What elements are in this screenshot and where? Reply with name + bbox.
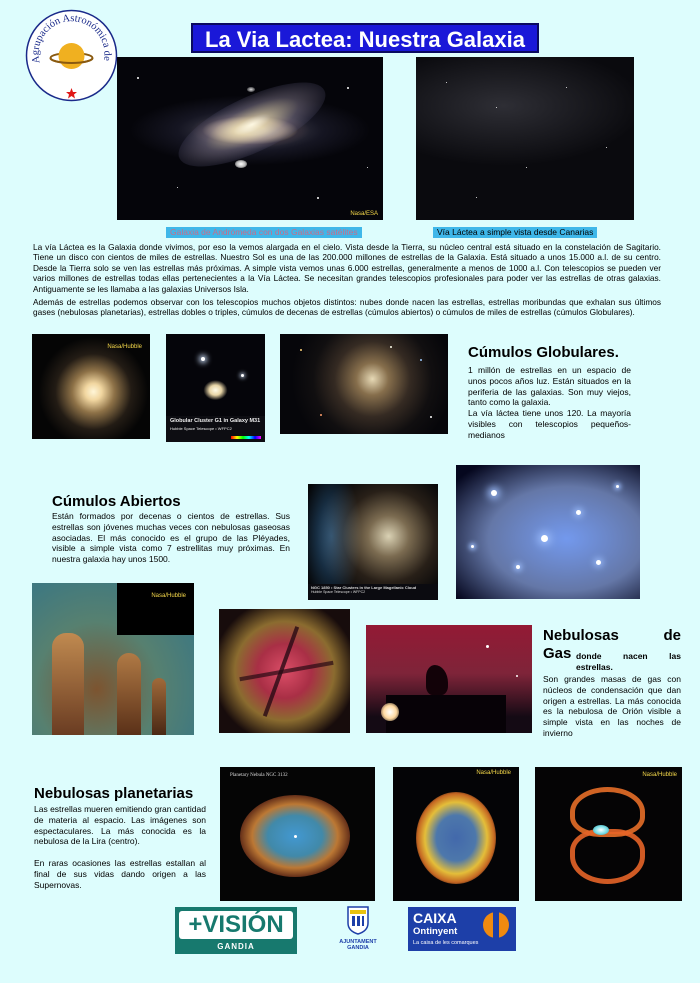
pleiades-photo	[456, 465, 640, 599]
globular-cluster-photo-2	[166, 334, 265, 442]
ngc1850-caption: NGC 1850 • Star Clusters in the Large Magellanic Cloud	[311, 585, 417, 590]
gas-heading-line2: Gas	[543, 645, 572, 662]
open-clusters-text: Están formados por decenas o cientos de estrellas. Sus estrellas son jóvenes muchas veces con nebulosas gaseosas asociadas. El más conocido es el grupo de las Pléyades, visible a simple vista como 7 estrellitas muy próximas. En nuestra galaxia hay unos 1500.	[52, 511, 290, 565]
vision-main-text: +VISIÓN	[188, 911, 284, 938]
globular-cluster-photo-1	[32, 334, 150, 439]
ring-nebula-photo	[393, 767, 519, 901]
globular-photo-subcaption: Hubble Space Telescope • WFPC2	[170, 426, 232, 431]
planetary-text-1: Las estrellas mueren emitiendo gran cantidad de materia al espacio. Las imágenes son espectaculares. La más conocida es la nebulosa de la Lira (centro).	[34, 804, 206, 847]
vision-gandia-logo	[175, 907, 297, 954]
ajuntament-line2: GANDIA	[347, 945, 369, 951]
planetary-heading: Nebulosas planetarias	[34, 785, 194, 802]
logo-text: Agrupación Astronómica de	[30, 13, 113, 65]
planetary-text-2: En raras ocasiones las estrellas estallan al final de sus vidas dando origen a las Supernovas.	[34, 858, 206, 890]
open-clusters-heading: Cúmulos Abiertos	[52, 493, 181, 510]
intro-paragraph-1: La vía Láctea es la Galaxia donde vivimos, por eso la vemos alargada en el cielo. Vista desde la Tierra, su núcleo central está situado en la constelación de Sagitario. Tiene un disco con cientos de miles de estrellas. Nuestro Sol es una de las 200.000 millones de estrellas de la Galaxia. Está situado a unos 15.000 a.l. de su centro. Desde la Tierra solo se ven las estrellas más próximas. A simple vista vemos unas 6.000 estrellas, generalmente a menos de 1000 a.l. Con telescopios se pueden ver varios millones de estrellas todas ellas pertenecientes a la Vía Láctea. Se necesitan grandes telescopios profesionales para poder ver las estrellas de otras galaxias. Antiguamente se les llamaba a las galaxias Universos Isla.	[33, 242, 661, 294]
ajuntament-gandia-logo	[334, 905, 382, 959]
trifid-nebula-photo	[219, 609, 350, 733]
association-logo	[24, 8, 119, 103]
open-cluster-ngc1850-photo	[308, 484, 438, 600]
globular-heading: Cúmulos Globulares.	[468, 344, 619, 361]
globular-photo-caption: Globular Cluster G1 in Galaxy M31	[170, 418, 261, 424]
ngc3132-caption: Planetary Nebula NGC 3132	[230, 773, 288, 778]
andromeda-credit: Nasa/ESA	[350, 211, 378, 217]
vision-sub-text: GANDIA	[217, 942, 255, 951]
ajuntament-line1: AJUNTAMENT	[339, 939, 377, 945]
caixa-line3: La caixa de les comarques	[413, 940, 479, 946]
ring-credit: Nasa/Hubble	[476, 770, 511, 776]
caixa-ontinyent-logo	[408, 907, 516, 951]
andromeda-photo	[117, 57, 383, 220]
milky-way-caption: Vía Láctea a simple vista desde Canarias	[433, 227, 597, 238]
globular-cluster-photo-3	[280, 334, 448, 434]
hourglass-nebula-photo	[535, 767, 682, 901]
logo-graphic	[24, 8, 119, 103]
ngc1850-subcaption: Hubble Space Telescope • WFPC2	[311, 590, 366, 594]
eagle-nebula-photo	[32, 583, 194, 735]
andromeda-caption: Galaxia de Andrómeda con dos Galaxias satélites	[166, 227, 362, 238]
caixa-symbol-icon	[480, 910, 512, 942]
caixa-line2: Ontinyent	[413, 926, 458, 937]
globular-credit: Nasa/Hubble	[107, 344, 142, 350]
globular-text-1: 1 millón de estrellas en un espacio de unos pocos años luz. Están situados en la periferia de las galaxias. Son muy viejos, tanto como la galaxia.	[468, 365, 631, 408]
horsehead-nebula-photo	[366, 625, 532, 733]
page-title: La Via Lactea: Nuestra Galaxia	[191, 23, 539, 53]
gas-heading-right: de	[663, 627, 681, 644]
milky-way-photo	[416, 57, 634, 220]
caixa-line1: CAIXA	[413, 910, 457, 926]
globular-text-2: La vía láctea tiene unos 120. La mayoría visibles con telescopios pequeños-medianos	[468, 408, 631, 440]
ngc3132-photo	[220, 767, 375, 901]
gas-text: Son grandes masas de gas con núcleos de condensación que dan origen a estrellas. La más conocida es la nebulosa de Orión visible a simple vista en las noches de invierno	[543, 674, 681, 738]
intro-paragraph-2: Además de estrellas podemos observar con los telescopios muchos objetos distintos: nubes donde nacen las estrellas, estrellas moribundas que exhalan sus últimos gases (nebulosas planetarias), estrellas dobles o triples, cúmulos de decenas de estrellas (cúmulos abiertos) o cúmulos de miles de estrellas (cúmulos Globulares).	[33, 297, 661, 318]
gas-heading-word-1: Nebulosas	[543, 627, 619, 644]
hourglass-credit: Nasa/Hubble	[642, 772, 677, 778]
gas-lead: donde nacen las estrellas.	[576, 651, 681, 672]
eagle-credit: Nasa/Hubble	[151, 593, 186, 599]
gandia-shield-icon	[346, 905, 370, 935]
